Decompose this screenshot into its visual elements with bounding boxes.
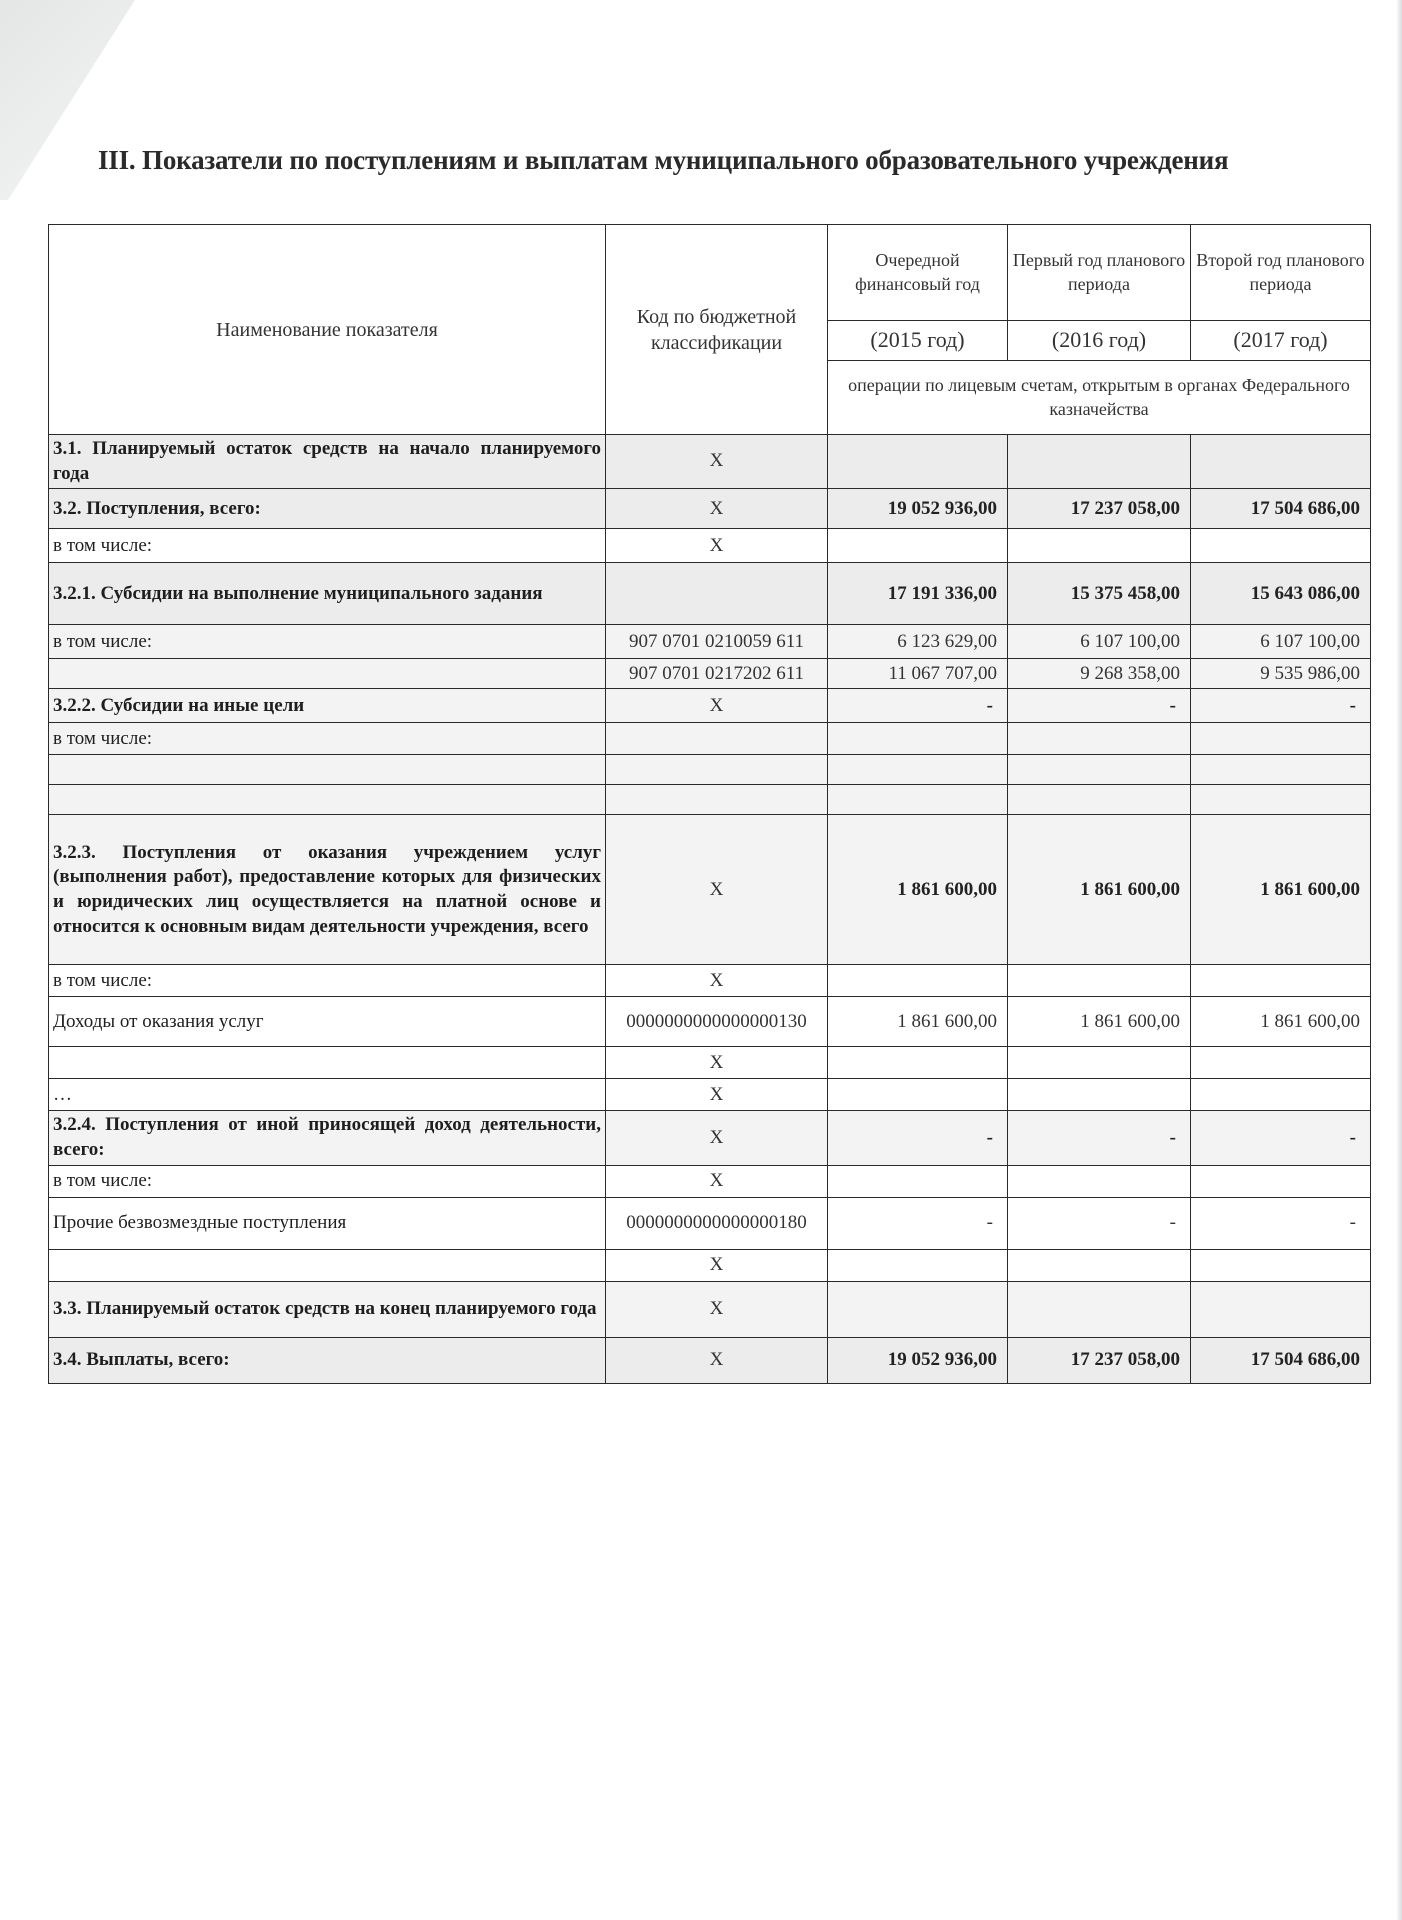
row-value-2017: 15 643 086,00 [1191,563,1371,625]
row-value-2016 [1008,785,1191,815]
table-row [49,1047,1371,1079]
header-indicator-name: Наименование показателя [49,225,606,435]
row-value-2015: 1 861 600,00 [828,815,1008,965]
row-value-2015: - [828,1111,1008,1165]
row-budget-code: X [606,435,828,489]
row-budget-code: X [606,1281,828,1337]
row-value-2016: - [1008,1111,1191,1165]
row-value-2016 [1008,1079,1191,1111]
row-value-2015 [828,1249,1008,1281]
table-header [49,225,1371,435]
row-indicator-name: в том числе: [49,723,606,755]
header-budget-code: Код по бюджетной классификации [606,225,828,435]
row-budget-code: X [606,489,828,529]
header-period-label: Второй год планового периода [1191,225,1371,321]
row-value-2016: 9 268 358,00 [1008,659,1191,689]
row-value-2017 [1191,723,1371,755]
row-value-2017: 17 504 686,00 [1191,1337,1371,1383]
row-indicator-name: 3.4. Выплаты, всего: [49,1337,606,1383]
row-value-2016 [1008,1165,1191,1197]
row-value-2016: 17 237 058,00 [1008,489,1191,529]
header-year: (2017 год) [1191,321,1371,361]
table-row [49,1079,1371,1111]
row-budget-code [606,563,828,625]
row-budget-code: 0000000000000000180 [606,1197,828,1249]
row-value-2017: - [1191,1111,1371,1165]
row-value-2016: - [1008,689,1191,723]
row-value-2016 [1008,723,1191,755]
table-row [49,1165,1371,1197]
row-budget-code: X [606,815,828,965]
header-operations-note: операции по лицевым счетам, открытым в органах Федерального казначейства [828,361,1371,435]
table-row [49,1249,1371,1281]
row-indicator-name [49,659,606,689]
table-row [49,689,1371,723]
row-indicator-name: Прочие безвозмездные поступления [49,1197,606,1249]
row-value-2015 [828,1165,1008,1197]
table-row [49,997,1371,1047]
row-value-2015 [828,435,1008,489]
row-value-2015: - [828,689,1008,723]
row-value-2015 [828,785,1008,815]
row-value-2017 [1191,1249,1371,1281]
row-value-2015 [828,723,1008,755]
row-value-2016: - [1008,1197,1191,1249]
row-value-2016 [1008,435,1191,489]
row-indicator-name [49,755,606,785]
table-row [49,1337,1371,1383]
header-period-label: Первый год планового периода [1008,225,1191,321]
row-value-2016: 17 237 058,00 [1008,1337,1191,1383]
row-value-2015 [828,1281,1008,1337]
header-period-label: Очередной финансовый год [828,225,1008,321]
table-row [49,1281,1371,1337]
row-indicator-name: 3.2.3. Поступления от оказания учреждением услуг (выполнения работ), предоставление которых для физических и юридических лиц осуществляется на платной основе и относится к основным видам деятельности учреждения, всего [49,815,606,965]
financial-indicators-table [48,224,1371,1384]
row-budget-code: X [606,1249,828,1281]
table-row [49,723,1371,755]
row-budget-code: 907 0701 0217202 611 [606,659,828,689]
row-budget-code: X [606,1047,828,1079]
header-year: (2015 год) [828,321,1008,361]
row-indicator-name: 3.2.1. Субсидии на выполнение муниципального задания [49,563,606,625]
row-budget-code: X [606,965,828,997]
row-budget-code: X [606,1079,828,1111]
row-value-2015: - [828,1197,1008,1249]
table-row [49,755,1371,785]
table-row [49,785,1371,815]
table-row [49,1197,1371,1249]
table-row [49,563,1371,625]
row-value-2016: 1 861 600,00 [1008,815,1191,965]
row-value-2017 [1191,1165,1371,1197]
row-value-2017: 9 535 986,00 [1191,659,1371,689]
row-value-2017: - [1191,689,1371,723]
row-value-2017: 1 861 600,00 [1191,815,1371,965]
row-budget-code [606,755,828,785]
header-year: (2016 год) [1008,321,1191,361]
row-value-2016 [1008,1249,1191,1281]
row-budget-code: X [606,1111,828,1165]
row-budget-code: X [606,1337,828,1383]
table-row [49,659,1371,689]
row-value-2015: 19 052 936,00 [828,489,1008,529]
row-value-2016 [1008,755,1191,785]
row-value-2017: 17 504 686,00 [1191,489,1371,529]
row-value-2015: 1 861 600,00 [828,997,1008,1047]
row-indicator-name: в том числе: [49,965,606,997]
table-row [49,435,1371,489]
row-indicator-name: 3.2. Поступления, всего: [49,489,606,529]
row-value-2017 [1191,1079,1371,1111]
row-value-2017 [1191,435,1371,489]
row-indicator-name: в том числе: [49,1165,606,1197]
row-value-2015: 11 067 707,00 [828,659,1008,689]
row-value-2017: - [1191,1197,1371,1249]
row-budget-code [606,785,828,815]
table-row [49,1111,1371,1165]
row-indicator-name: 3.2.4. Поступления от иной приносящей доход деятельности, всего: [49,1111,606,1165]
row-value-2017 [1191,529,1371,563]
row-value-2016 [1008,529,1191,563]
row-indicator-name: 3.3. Планируемый остаток средств на конец планируемого года [49,1281,606,1337]
row-budget-code: 907 0701 0210059 611 [606,625,828,659]
page-title: III. Показатели по поступлениям и выплатам муниципального образовательного учреждения [98,145,1229,175]
row-value-2016 [1008,1281,1191,1337]
table-row [49,815,1371,965]
row-value-2016: 1 861 600,00 [1008,997,1191,1047]
row-value-2015: 19 052 936,00 [828,1337,1008,1383]
row-value-2016: 6 107 100,00 [1008,625,1191,659]
row-value-2016: 15 375 458,00 [1008,563,1191,625]
row-indicator-name: 3.2.2. Субсидии на иные цели [49,689,606,723]
row-indicator-name: в том числе: [49,529,606,563]
row-value-2015 [828,1047,1008,1079]
row-indicator-name [49,1249,606,1281]
row-value-2017 [1191,1281,1371,1337]
row-value-2016 [1008,1047,1191,1079]
row-value-2017 [1191,1047,1371,1079]
row-indicator-name: 3.1. Планируемый остаток средств на начало планируемого года [49,435,606,489]
row-value-2017: 1 861 600,00 [1191,997,1371,1047]
table-row [49,489,1371,529]
row-indicator-name: в том числе: [49,625,606,659]
row-budget-code: X [606,1165,828,1197]
row-value-2017 [1191,785,1371,815]
row-value-2015: 6 123 629,00 [828,625,1008,659]
row-budget-code: X [606,529,828,563]
row-indicator-name [49,785,606,815]
row-value-2015: 17 191 336,00 [828,563,1008,625]
scan-edge [1396,0,1402,1920]
row-value-2017: 6 107 100,00 [1191,625,1371,659]
row-value-2015 [828,1079,1008,1111]
row-value-2017 [1191,755,1371,785]
row-budget-code [606,723,828,755]
table-row [49,625,1371,659]
row-budget-code: X [606,689,828,723]
row-budget-code: 0000000000000000130 [606,997,828,1047]
row-value-2017 [1191,965,1371,997]
row-indicator-name [49,1047,606,1079]
row-value-2015 [828,529,1008,563]
row-indicator-name: … [49,1079,606,1111]
table-row [49,529,1371,563]
row-value-2016 [1008,965,1191,997]
table-body [49,435,1371,1384]
row-value-2015 [828,755,1008,785]
row-indicator-name: Доходы от оказания услуг [49,997,606,1047]
table-row [49,965,1371,997]
row-value-2015 [828,965,1008,997]
